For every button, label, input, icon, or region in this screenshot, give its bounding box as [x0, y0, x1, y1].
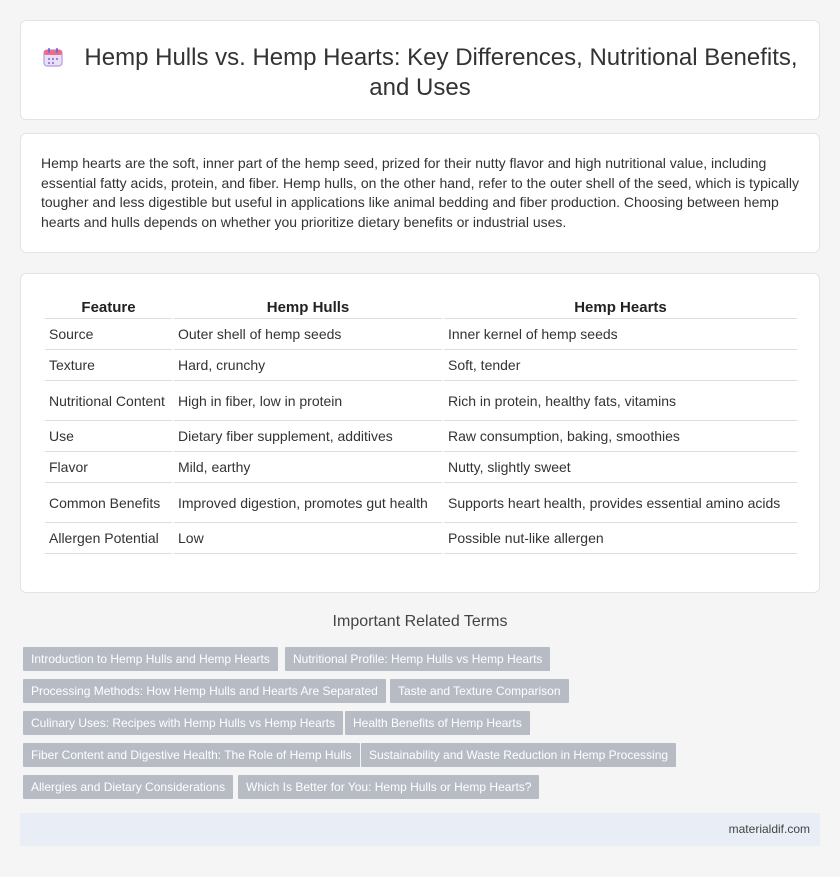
- table-cell: Soft, tender: [444, 350, 797, 381]
- related-tag[interactable]: Fiber Content and Digestive Health: The Role of Hemp Hulls: [23, 743, 360, 767]
- related-tag[interactable]: Introduction to Hemp Hulls and Hemp Hearts: [23, 647, 278, 671]
- table-cell: Supports heart health, provides essential amino acids: [444, 483, 797, 523]
- table-header-hearts: Hemp Hearts: [444, 296, 797, 319]
- table-row: [45, 319, 797, 350]
- related-tag[interactable]: Culinary Uses: Recipes with Hemp Hulls vs Hemp Hearts: [23, 711, 343, 735]
- page-title: Hemp Hulls vs. Hemp Hearts: Key Differences, Nutritional Benefits, and Uses: [84, 44, 798, 101]
- table-row: [45, 523, 797, 554]
- table-header-hulls: Hemp Hulls: [174, 296, 442, 319]
- related-tag[interactable]: Taste and Texture Comparison: [390, 679, 569, 703]
- table-cell: Dietary fiber supplement, additives: [174, 421, 442, 452]
- related-tag[interactable]: Allergies and Dietary Considerations: [23, 775, 233, 799]
- intro-card: [20, 133, 820, 253]
- table-cell: Nutritional Content: [45, 381, 172, 421]
- table-header-feature: Feature: [45, 296, 172, 319]
- table-row: [45, 483, 797, 523]
- table-cell: Hard, crunchy: [174, 350, 442, 381]
- table-cell: Outer shell of hemp seeds: [174, 319, 442, 350]
- table-cell: Inner kernel of hemp seeds: [444, 319, 797, 350]
- table-cell: Use: [45, 421, 172, 452]
- related-tag[interactable]: Which Is Better for You: Hemp Hulls or Hemp Hearts?: [238, 775, 539, 799]
- table-cell: Nutty, slightly sweet: [444, 452, 797, 483]
- table-cell: Mild, earthy: [174, 452, 442, 483]
- table-row: [45, 381, 797, 421]
- table-cell: Common Benefits: [45, 483, 172, 523]
- table-cell: High in fiber, low in protein: [174, 381, 442, 421]
- table-row: [45, 350, 797, 381]
- table-cell: Texture: [45, 350, 172, 381]
- table-header-row: [45, 296, 797, 319]
- related-tag[interactable]: Nutritional Profile: Hemp Hulls vs Hemp Hearts: [285, 647, 550, 671]
- table-cell: Possible nut-like allergen: [444, 523, 797, 554]
- comparison-card: [20, 273, 820, 593]
- footer: [20, 813, 820, 846]
- calendar-icon: [42, 46, 64, 68]
- page-title-wrap: [21, 43, 819, 103]
- table-cell: Low: [174, 523, 442, 554]
- table-cell: Rich in protein, healthy fats, vitamins: [444, 381, 797, 421]
- comparison-table: [45, 296, 797, 554]
- header-card: [20, 20, 820, 120]
- table-row: [45, 452, 797, 483]
- table-cell: Allergen Potential: [45, 523, 172, 554]
- table-row: [45, 421, 797, 452]
- intro-paragraph: Hemp hearts are the soft, inner part of the hemp seed, prized for their nutty flavor and high nutritional value, including essential fatty acids, protein, and fiber. Hemp hulls, on the other hand, refer to the outer shell of the seed, which is typically tougher and less digestible but useful in applications like animal bedding and fiber production. Choosing between hemp hearts and hulls depends on whether you prioritize dietary benefits or industrial uses.: [41, 155, 799, 230]
- related-tag[interactable]: Sustainability and Waste Reduction in Hemp Processing: [361, 743, 676, 767]
- related-tag[interactable]: Processing Methods: How Hemp Hulls and Hearts Are Separated: [23, 679, 386, 703]
- footer-site-link[interactable]: materialdif.com: [728, 822, 810, 836]
- table-cell: Flavor: [45, 452, 172, 483]
- table-cell: Improved digestion, promotes gut health: [174, 483, 442, 523]
- table-cell: Raw consumption, baking, smoothies: [444, 421, 797, 452]
- related-tag[interactable]: Health Benefits of Hemp Hearts: [345, 711, 530, 735]
- related-terms-title: Important Related Terms: [332, 613, 508, 630]
- table-cell: Source: [45, 319, 172, 350]
